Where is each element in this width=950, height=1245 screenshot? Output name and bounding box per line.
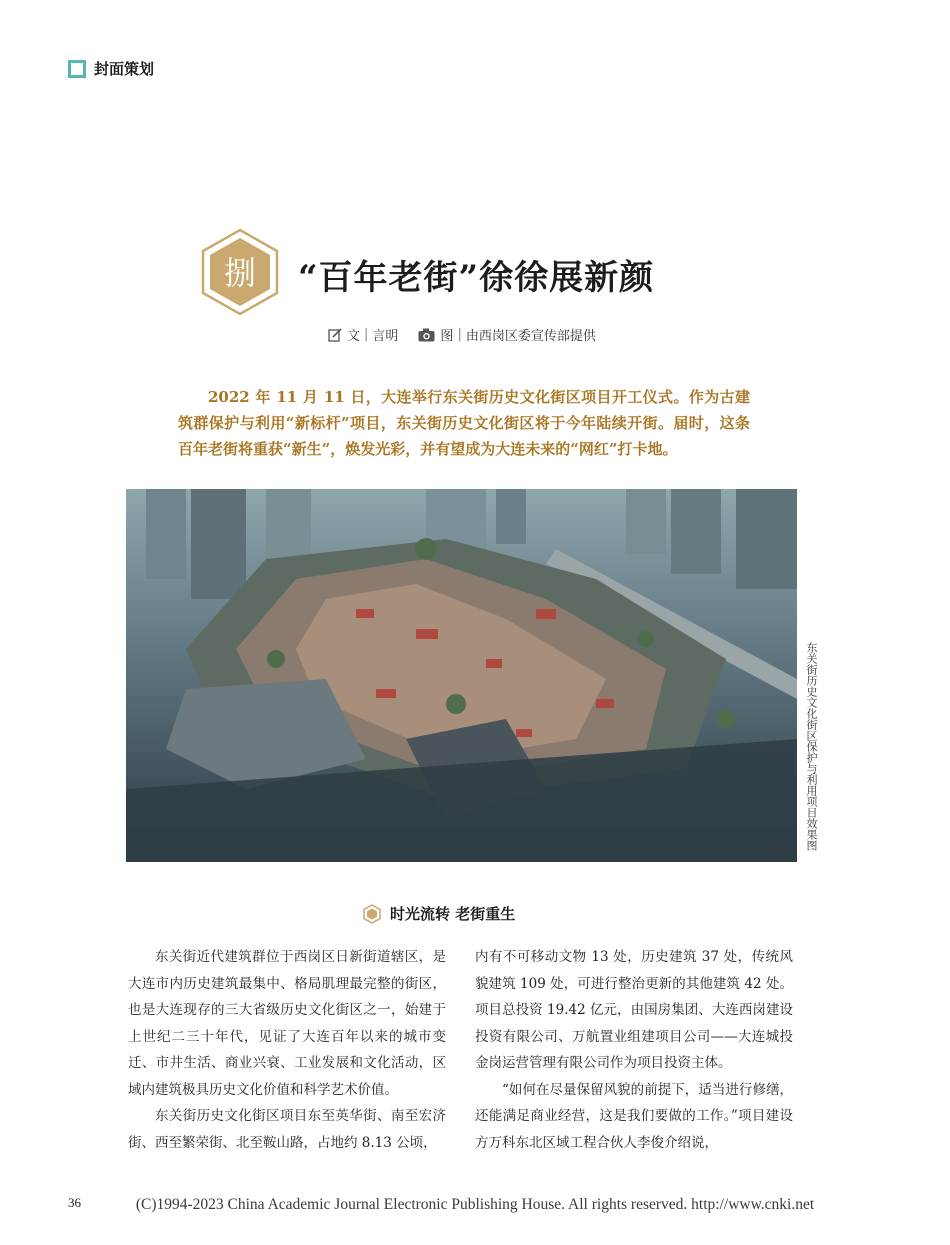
- page-number: 36: [68, 1195, 81, 1210]
- copyright-footer: (C)1994-2023 China Academic Journal Electronic Publishing House. All rights reserved. http://www.cnki.net: [135, 1196, 815, 1213]
- section-subhead: [363, 903, 515, 924]
- district-rendering-image: [126, 489, 797, 862]
- body-paragraph: 东关街历史文化街区项目东至英华街、南至宏济街、西至繁荣街、北至鞍山路，占地约 8.13 公顷，: [128, 1108, 446, 1151]
- body-paragraph: 内有不可移动文物 13 处，历史建筑 37 处，传统风貌建筑 109 处，可进行整治更新的其他建筑 42 处。项目总投资 19.42 亿元，由国房集团、大连西岗建设投资有限公司、万航置业组建项目公司——大连城投金岗运营管理有限公司作为项目投资主体。: [475, 949, 793, 1071]
- number-hexagon-badge: [200, 228, 280, 316]
- photo-caption: 东关街历史文化街区保护与利用项目效果图: [805, 642, 818, 851]
- section-tag: [68, 58, 154, 79]
- subhead-text: 时光流转 老街重生: [390, 905, 516, 923]
- section-label: 封面策划: [94, 60, 155, 78]
- article-headline: “百年老街”徐徐展新颜: [298, 258, 655, 298]
- hexagon-bullet-icon: [363, 904, 381, 924]
- byline-photo-label: 图: [440, 329, 454, 344]
- body-column-left: [128, 944, 446, 1156]
- camera-icon: [418, 328, 435, 342]
- edit-icon: [328, 328, 342, 342]
- byline: 文 | 言明 图 | 由西岗区委宣传部提供: [328, 325, 596, 344]
- lead-paragraph: 2022 年 11 月 11 日，大连举行东关街历史文化街区项目开工仪式。作为古建筑群保护与利用“新标杆”项目，东关街历史文化街区将于今年陆续开街。届时，这条百年老街将重获“新生”，焕发光彩，并有望成为大连未来的“网红”打卡地。: [178, 388, 750, 458]
- byline-text-label: 文: [347, 329, 361, 344]
- body-paragraph: 东关街近代建筑群位于西岗区日新街道辖区，是大连市内历史建筑最集中、格局肌理最完整的街区，也是大连现存的三大省级历史文化街区之一，始建于上世纪二三十年代，见证了大连百年以来的城市变迁、市井生活、商业兴衰、工业发展和文化活动，区域内建筑极具历史文化价值和科学艺术价值。: [128, 949, 446, 1098]
- number-mark-char: 捌: [223, 254, 257, 292]
- body-paragraph: “如何在尽量保留风貌的前提下，适当进行修缮，还能满足商业经营，这是我们要做的工作。”项目建设方万科东北区域工程合伙人李俊介绍说，: [475, 1081, 793, 1151]
- byline-photo-credit: 由西岗区委宣传部提供: [465, 329, 596, 344]
- section-square-icon: [68, 60, 86, 78]
- body-column-right: [475, 944, 793, 1156]
- byline-author: 言明: [372, 329, 399, 344]
